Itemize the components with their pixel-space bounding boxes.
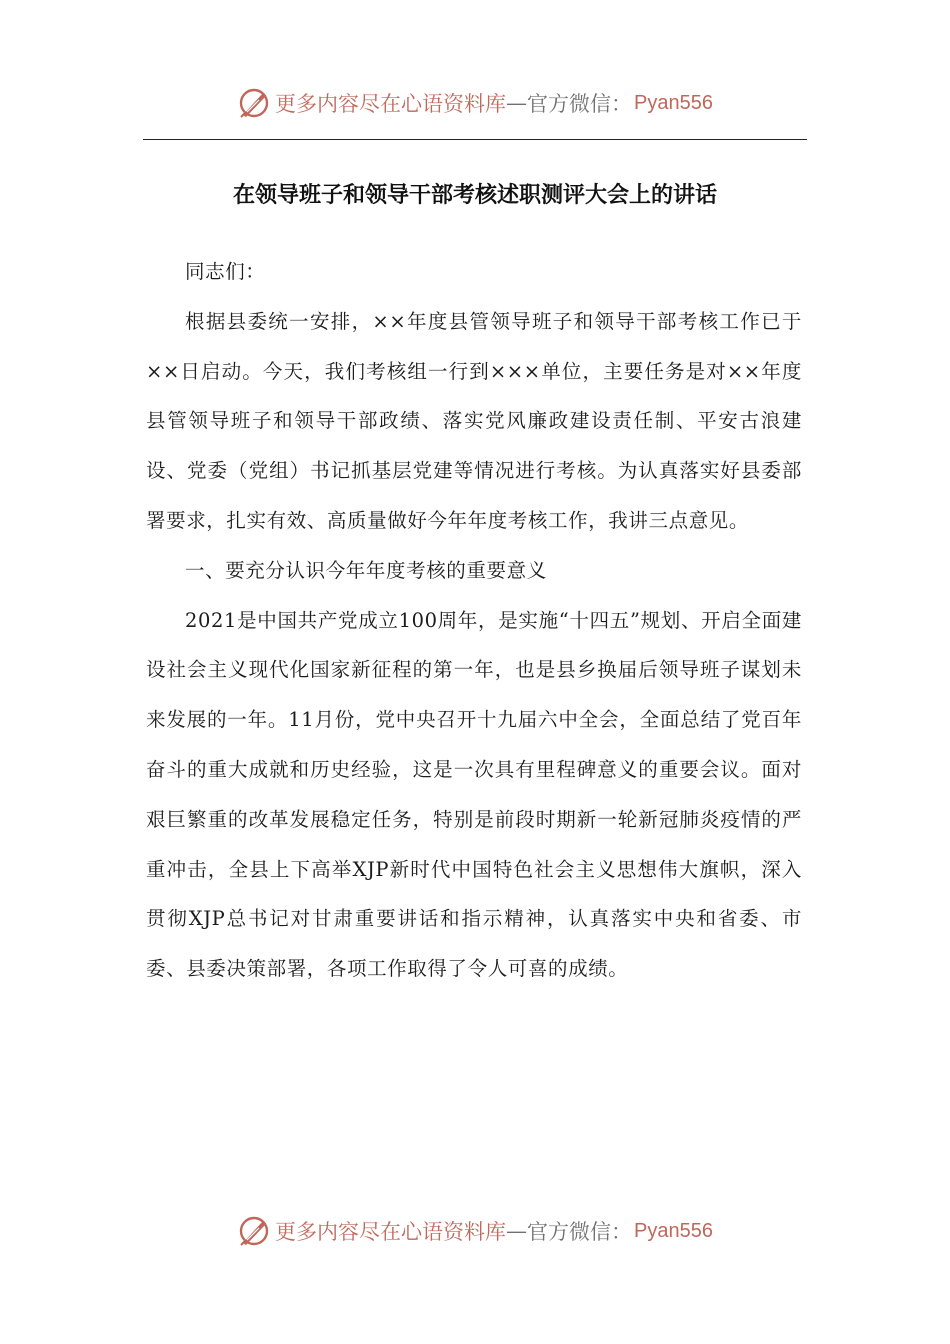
quill-pen-logo-icon: [237, 86, 271, 120]
paragraph-intro: 根据县委统一安排，××年度县管领导班子和领导干部考核工作已于××日启动。今天，我们考核组一行到×××单位，主要任务是对××年度县管领导班子和领导干部政绩、落实党风廉政建设责任制、平安古浪建设、党委（党组）书记抓基层党建等情况进行考核。为认真落实好县委部署要求，扎实有效、高质量做好今年年度考核工作，我讲三点意见。: [146, 309, 802, 532]
watermark-separator: —: [506, 91, 528, 115]
footer-watermark: [0, 1206, 950, 1256]
watermark-main-text: 更多内容尽在心语资料库: [275, 92, 507, 116]
watermark-handle: Pyan556: [634, 1219, 713, 1242]
watermark-handle: Pyan556: [634, 91, 713, 114]
watermark-main-text: 更多内容尽在心语资料库: [275, 1220, 507, 1244]
section-heading-1: 一、要充分认识今年年度考核的重要意义: [185, 558, 547, 582]
salutation: 同志们：: [185, 260, 266, 283]
header-watermark: [0, 78, 950, 128]
quill-pen-logo-icon: [237, 1214, 271, 1248]
document-body: [146, 247, 802, 994]
watermark-label: 官方微信：: [527, 1220, 633, 1244]
document-title: 在领导班子和领导干部考核述职测评大会上的讲话: [232, 183, 717, 208]
watermark-label: 官方微信：: [527, 92, 633, 116]
paragraph-significance: 2021是中国共产党成立100周年，是实施“十四五”规划、开启全面建设社会主义现代化国家新征程的第一年，也是县乡换届后领导班子谋划未来发展的一年。11月份，党中央召开十九届六中全会，全面总结了党百年奋斗的重大成就和历史经验，这是一次具有里程碑意义的重要会议。面对艰巨繁重的改革发展稳定任务，特别是前段时期新一轮新冠肺炎疫情的严重冲击，全县上下高举XJP新时代中国特色社会主义思想伟大旗帜，深入贯彻XJP总书记对甘肃重要讲话和指示精神，认真落实中央和省委、市委、县委决策部署，各项工作取得了令人可喜的成绩。: [146, 608, 802, 981]
header-divider: [143, 139, 807, 140]
watermark-separator: —: [506, 1219, 528, 1243]
